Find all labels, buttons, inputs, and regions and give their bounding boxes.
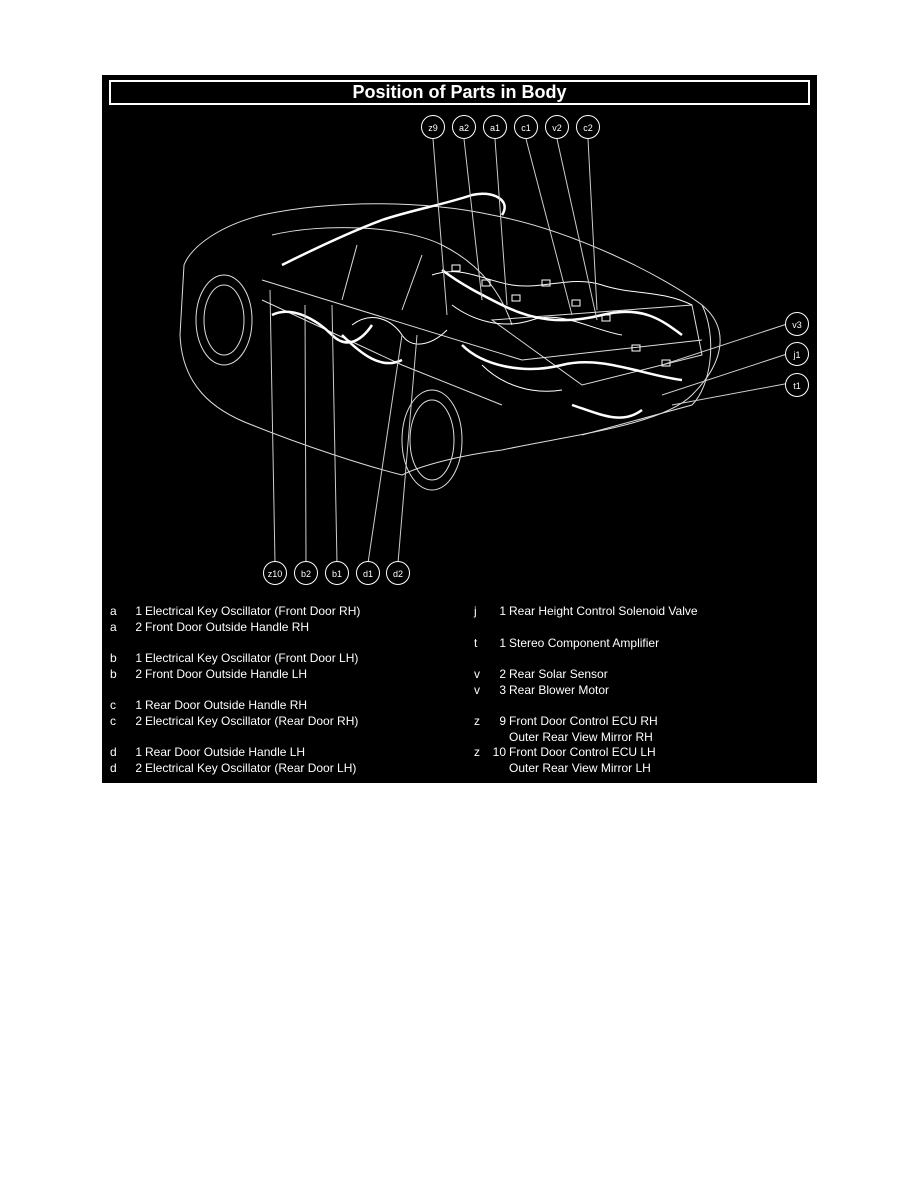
callout-a2: a2 bbox=[452, 115, 476, 139]
callout-z10: z10 bbox=[263, 561, 287, 585]
diagram-title: Position of Parts in Body bbox=[109, 80, 810, 105]
legend-left: a 1 Electrical Key Oscillator (Front Door RH) a 2 Front Door Outside Handle RH b 1 Electrical Key Oscillator (Front Door LH) b 2 Front Door Outside Handle LH c 1 Rear Door Outside Handle RH c 2 Electrical Key Oscillator (Rear Door RH) d 1 Rear Door Outside Handle LH d 2 Electrical Key Oscillator (Rear Door LH) bbox=[110, 604, 361, 775]
callout-c1: c1 bbox=[514, 115, 538, 139]
callout-z9: z9 bbox=[421, 115, 445, 139]
callout-v3: v3 bbox=[785, 312, 809, 336]
callout-a1: a1 bbox=[483, 115, 507, 139]
callout-j1: j1 bbox=[785, 342, 809, 366]
callout-t1: t1 bbox=[785, 373, 809, 397]
callout-v2: v2 bbox=[545, 115, 569, 139]
callout-d1: d1 bbox=[356, 561, 380, 585]
callout-b2: b2 bbox=[294, 561, 318, 585]
diagram-panel bbox=[102, 75, 817, 783]
callout-b1: b1 bbox=[325, 561, 349, 585]
car-wiring-diagram bbox=[102, 105, 817, 595]
callout-c2: c2 bbox=[576, 115, 600, 139]
callout-d2: d2 bbox=[386, 561, 410, 585]
legend-right: j 1 Rear Height Control Solenoid Valve t 1 Stereo Component Amplifier v 2 Rear Solar Sensor v 3 Rear Blower Motor z 9 Front Door Control ECU RH Outer Rear View Mirror RH z 10 Front Door Control ECU LH Outer Rear View Mirror LH bbox=[474, 604, 698, 775]
